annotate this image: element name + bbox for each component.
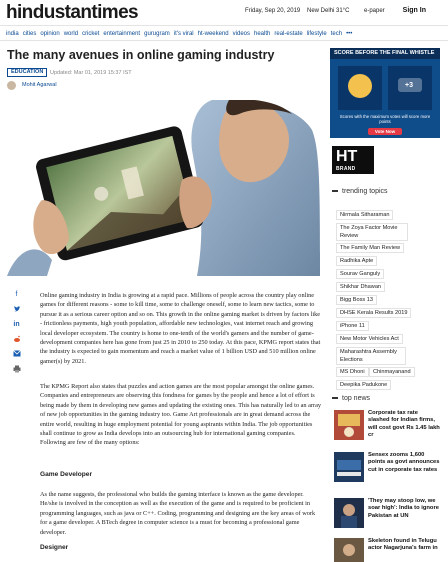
news-thumbnail bbox=[334, 538, 364, 562]
trending-topic[interactable]: MS Dhoni bbox=[336, 367, 369, 377]
author-avatar bbox=[7, 81, 16, 90]
signin-button[interactable]: Sign In bbox=[402, 7, 426, 14]
nav-item-cities[interactable]: cities bbox=[22, 31, 37, 37]
news-headline: Corporate tax rate slashed for Indian firms, will cost govt Rs 1.45 lakh cr bbox=[368, 410, 440, 438]
nav-item-entertainment[interactable]: entertainment bbox=[103, 31, 141, 37]
nav-item-world[interactable]: world bbox=[63, 31, 79, 37]
nav-item-gurugram[interactable]: gurugram bbox=[144, 31, 170, 37]
news-thumbnail bbox=[334, 452, 364, 482]
trending-topic[interactable]: Nirmala Sitharaman bbox=[336, 210, 393, 220]
email-icon[interactable] bbox=[12, 350, 21, 359]
news-headline: Sensex zooms 1,600 points as govt announces cut in corporate tax rates bbox=[368, 452, 440, 473]
trending-topic[interactable]: Maharashtra Assembly Elections bbox=[336, 347, 406, 365]
nav-item-ht-weekend[interactable]: ht-weekend bbox=[197, 31, 229, 37]
updated-timestamp: Updated: Mar 01, 2019 15:37 IST bbox=[50, 70, 132, 76]
trending-topic[interactable]: Radhika Apte bbox=[336, 256, 377, 266]
epaper-link[interactable]: e-paper bbox=[364, 8, 385, 14]
logo-text-2: times bbox=[91, 2, 139, 23]
trending-topic[interactable]: The Family Man Review bbox=[336, 243, 404, 253]
main-nav bbox=[0, 27, 448, 41]
heading-bar bbox=[332, 397, 338, 399]
trending-topic[interactable]: Chinmayanand bbox=[369, 367, 415, 377]
nav-item-videos[interactable]: videos bbox=[232, 31, 250, 37]
trending-topic[interactable]: New Motor Vehicles Act bbox=[336, 334, 403, 344]
article-hero-image bbox=[7, 100, 320, 276]
reddit-glyph bbox=[13, 335, 21, 343]
trending-topic[interactable]: DHSE Kerala Results 2019 bbox=[336, 308, 411, 318]
nav-item-its-viral[interactable]: it's viral bbox=[173, 31, 194, 37]
article-paragraph: Online gaming industry in India is growing at a rapid pace. Millions of people across the country play online games for different reasons - some to kill time, some to challenge oneself, some to learn new tactics, some to pursue it as a serious career option and so on. This growth in the online gaming market is driven by factors like - frictionless payments, high youth population, affordable new technologies, vast internet reach and growing local developer ecosystem. The country is home to one-tenth of the world's gamers and the number of game-development companies here has gone from just 25 in 2010 to 250 today. At this pace, KPMG report states that the industry is expected to gain momentum and reach a market value of 1 billion USD and 510 million online gamer(s) by 2021. bbox=[40, 292, 321, 365]
article-paragraph: As the name suggests, the professional who builds the gaming interface is known as the game developer. He/she is involved in the conception as well as the execution of the game and is required to be proficient in programming languages, such as java or C++. Coding, programming and designing are the key areas of work for a game developer. A BTech degree in computer science is a must for becoming a professional game developer. bbox=[40, 491, 316, 536]
advertisement-banner[interactable] bbox=[330, 48, 440, 138]
weather-text: New Delhi 31°C bbox=[307, 8, 350, 14]
trending-heading-text: trending topics bbox=[342, 188, 388, 195]
twitter-glyph bbox=[13, 305, 21, 313]
print-icon[interactable] bbox=[12, 365, 21, 374]
reddit-icon[interactable] bbox=[12, 335, 21, 344]
trending-topic[interactable]: iPhone 11 bbox=[336, 321, 369, 331]
news-item[interactable] bbox=[334, 410, 440, 444]
logo-text-1: hindustan bbox=[6, 2, 92, 23]
trending-topic[interactable]: Sourav Ganguly bbox=[336, 269, 384, 279]
top-news-heading bbox=[332, 395, 370, 402]
nav-item-cricket[interactable]: cricket bbox=[82, 31, 100, 37]
top-bar bbox=[0, 0, 448, 26]
print-glyph bbox=[13, 365, 21, 373]
news-headline: Skeleton found in Telugu actor Nagarjuna's farm in bbox=[368, 538, 438, 552]
nav-item-health[interactable]: health bbox=[254, 31, 271, 37]
author-link[interactable]: Mohit Agarwal bbox=[22, 82, 57, 88]
ad-headline: SCORE BEFORE THE FINAL WHISTLE bbox=[334, 50, 435, 56]
nav-item-real-estate[interactable]: real-estate bbox=[274, 31, 303, 37]
trending-heading bbox=[332, 188, 388, 195]
ad-score: +3 bbox=[405, 82, 413, 89]
article-headline: The many avenues in online gaming industry bbox=[7, 48, 275, 62]
nav-more-icon[interactable]: ••• bbox=[346, 31, 353, 37]
date-text: Friday, Sep 20, 2019 bbox=[245, 8, 301, 14]
nav-item-opinion[interactable]: opinion bbox=[40, 31, 60, 37]
article-subheading: Designer bbox=[40, 544, 69, 551]
news-item[interactable] bbox=[334, 452, 440, 486]
news-thumbnail bbox=[334, 498, 364, 528]
news-headline: 'They may stoop low, we soar high': India to ignore Pakistan at UN bbox=[368, 498, 439, 519]
ht-brand-logo[interactable] bbox=[332, 146, 374, 174]
trending-topic[interactable]: Shikhar Dhawan bbox=[336, 282, 385, 292]
nav-item-tech[interactable]: tech bbox=[330, 31, 343, 37]
site-logo[interactable] bbox=[6, 2, 138, 24]
news-thumbnail bbox=[334, 410, 364, 440]
article-subheading: Game Developer bbox=[40, 471, 93, 478]
trending-topic[interactable]: Bigg Boss 13 bbox=[336, 295, 377, 305]
email-glyph bbox=[13, 350, 21, 357]
news-item[interactable] bbox=[334, 498, 440, 532]
ht-brand-big: HT bbox=[336, 148, 358, 165]
hero-illustration bbox=[7, 100, 320, 276]
heading-bar bbox=[332, 190, 338, 192]
ht-brand-small: BRAND bbox=[336, 166, 356, 172]
nav-item-lifestyle[interactable]: lifestyle bbox=[306, 31, 327, 37]
news-item[interactable] bbox=[334, 538, 440, 562]
facebook-icon[interactable]: f bbox=[15, 291, 18, 298]
section-tag[interactable]: EDUCATION bbox=[7, 68, 47, 77]
ad-graphic bbox=[330, 48, 440, 138]
article-paragraph: The KPMG Report also states that puzzles and action games are the most popular amongst the online games. Companies and entrepreneurs are observing this fondness for games by the people and hence a lot of effort is being made by them in developing new games and updating the existing ones. This has naturally led to an array of new job opportunities in the gaming industry too. Game Art professionals are in great demand across the entire world, resulting in huge employment potential for young aspirants within India. The job opportunities shall continue to grow as India develops into an outsourcing hub for international gaming companies. Following are few of the many options: bbox=[40, 383, 322, 447]
twitter-icon[interactable] bbox=[12, 305, 21, 314]
trending-topic[interactable]: Deepika Padukone bbox=[336, 380, 391, 390]
linkedin-icon[interactable]: in bbox=[13, 321, 20, 328]
trending-topic[interactable]: The Zoya Factor Movie Review bbox=[336, 223, 408, 241]
top-news-heading-text: top news bbox=[342, 395, 371, 402]
ad-vote-button[interactable]: Vote Now bbox=[374, 129, 396, 134]
nav-item-india[interactable]: india bbox=[6, 31, 19, 37]
ad-caption: Scores with the maximum votes will score more points bbox=[339, 114, 431, 124]
